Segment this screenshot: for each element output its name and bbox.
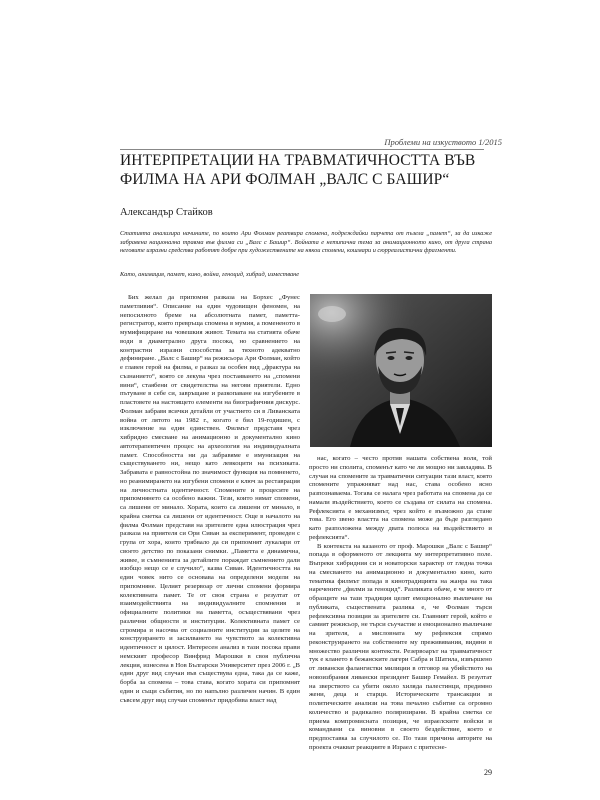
keywords: Като, анимация, памет, кино, война, геноцид, хибрид, изместване xyxy=(120,271,300,278)
running-head: Проблеми на изкуството 1/2015 xyxy=(384,137,502,147)
author-name: Александър Стайков xyxy=(120,207,213,218)
article-title: ИНТЕРПРЕТАЦИИ НА ТРАВМАТИЧНОСТТА ВЪВ ФИЛМА НА АРИ ФОЛМАН „ВАЛС С БАШИР“ xyxy=(120,152,476,188)
page-number: 29 xyxy=(484,768,492,777)
paragraph: В контекста на казаното от проф. Марошки „Валс с Башир“ попада в оформеното от лекцията му интерпретативно поле. Въпреки хибридния си и новаторски характер от гледна точка на смесването на анимационно и документално кино, като тематика филмът попада в кинотрадицията на жанра на така наречените „филми за геноцид“. Разликата обаче, е че много от образците на тази традиция целят емоционално въвличане на публиката, съществената разлика е, че Фолман търси рефлексивна позиция за зрителите си. Главният герой, който е самият режисьор, не търси съучастие и емоционално въвличане на зрителя, а мисловната му рефлексия спрямо реконструирането на собствените му преживявания, видяни в множество различни контексти. Резервоарът на травматичност тук е клането в бежанските лагери Сабра и Шатила, извършено от ливански фалангистки милиции в отговор на убийството на новоизбрания ливански президент Башир Гемайел. В резултат на зверството са убити около хиляда палестинци, предимно жени, деца и старци. Историческите трансакции и политическите анализи на това печално събитие са огромно количество и радикално поляризирани. В крайна сметка се приема компромисната позиция, че израелските войски и командвани са виновни в своето бездействие, което е предпоставка за случилото се. По тази причина авторите на проекта очакват реакциите в Израел с притесне- xyxy=(309,542,492,751)
body-column-right xyxy=(309,455,492,775)
abstract: Статията анализира начините, по които Ари Фолман реатвира спомена, подреждайки парчета от пъзела „памет“, за да изкаже забравена национална травма във филма си „Валс с Башир“. Войната е нетипична тема за анимационното кино, от друга страна неговите изразни средства работят добре при художествените на някои спомени, кошмари и сюрреалистични фрагменти. xyxy=(120,230,492,255)
header-rule xyxy=(120,149,484,150)
film-still-portrait-icon xyxy=(310,294,492,447)
film-still-image xyxy=(310,294,492,447)
paragraph: Бих желал да припомня разказа на Борхес „Фунес паметливия“. Описание на един чудовищен феномен, на непосилното бреме на абсолютната памет, паметта-регистратор, която превръща спомена в мумия, а помененото в мумифициране на човешкия живот. Темата на статията обаче води в диаметрално друга посока, но сравнението на контрастни изразни способства за тяхното адекватно дефиниране. „Валс с Башир“ на режисьора Ари Фолман, който е главен герой на филма, е разказ за особен вид „фрактура на съзнанието“, която се лекува чрез постаяването на „спомени вини“, стаябени от свидетелства на негови приятели. Едно пътуване в себе си, завръщане и разкопаване на изгубените в пластовете на настоящето елементи на биографичния дискурс. Фолман забравя всички детайли от участието си в Ливанската война от лятото на 1982 г., когато е бил 19-годишен, с изключение на един единствен. Филмът представя чрез хибридно смесване на анимационно и документално кино автотерапевтичен процес на археология на индивидуалната памет. Способността ни да забравяме е имунизация на съществуването ни, нещо като левкоцити на психиката. Забравата е равностойна по значимост функция на помненето, но реанимирането на изгубени спомени е ключ за реставрация на личностната идентичност. Спомените и процесите на припомнянето са особено важни. Тези, които нямат спомени, са лишени от минало. Хората, които са лишени от минало, в крайна сметка са лишени от идентичност. Още в началото на филма Фолман представя на зрителите една илюстрация чрез разказа на приятеля си Ори Сиван за експеримент, проведен с група от хора, които трябвало да си припомнят лукалари от своето детство по показани снимки. „Паметта е динамична, живее, и съмненията за детайлите пораждат съмнението дали изобщо нещо се е случило“, казва Сиван. Идентичността на един човек нито се основава на определени модели на припомняне. Целият резервоар от лични спомени формира колективната памет. Те от своя страна е резултат от взаимодействията на индивидуалните спомнения и официалните политики на паметта, осъществявани чрез различни общности и институции. Колективната памет се сгромира и насочва от социалните институции за целите на конструирането и засилването на чувството за колективна идентичност и цялост. Интересен анализ в тази посока прави немският професор Винфрид Марошки в своя публична лекция, изнесена в Нов Български Университет през 2006 г. „В един друг вид случаи във съществува една, така да се каже, борба за спомена – това става, когато хората си припомнят един и същи събития, но по напълно различен начин. В един съвсем друг вид случаи споменът придобива власт над xyxy=(120,294,300,704)
body-column-left xyxy=(120,294,300,784)
paragraph: нас, когато – често против нашата собствена воля, той просто ни сполита, споменът като че ли мощно ни завладява. В случая на спомените за травматични ситуации тази власт, която спомените упражняват над нас, става особено ясно разпознаваема. Тогава се налага чрез работата на спомена да се намали въздействието, което се създава от силата на спомена. Рефлексията е механизмът, чрез който е възможно да стане това. Его звено властта на спомена може да бъде разгледано като разположена между двата полюса на въздействието и рефлексията“. xyxy=(309,455,492,541)
